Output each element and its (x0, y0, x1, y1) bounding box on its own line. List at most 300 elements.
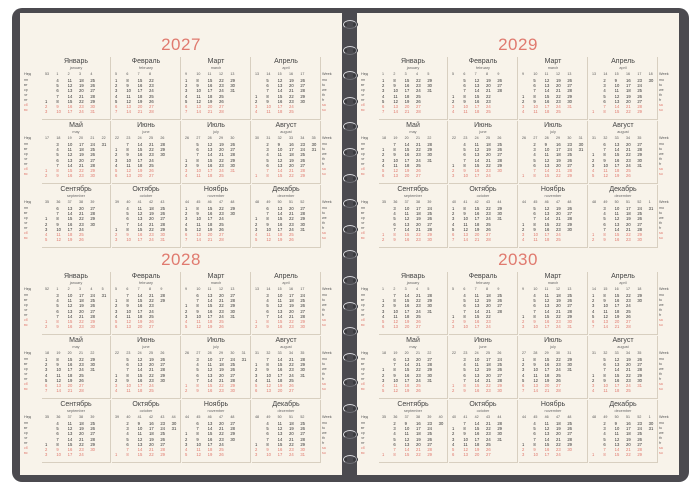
week-number: 36 (56, 200, 61, 204)
right-page (357, 13, 679, 475)
day-cell: 4 (603, 211, 606, 217)
year-grid (24, 272, 338, 464)
day-cell: 7 (126, 293, 129, 298)
day-cell: 14 (277, 168, 283, 173)
day-cell: 24 (637, 83, 642, 89)
day-cell: 4 (45, 232, 48, 237)
day-cell: 21 (556, 308, 561, 314)
day-cell: 7 (266, 211, 269, 217)
day-cell: 19 (556, 298, 561, 304)
day-cell: 10 (126, 157, 131, 163)
day-cell: 8 (196, 206, 199, 211)
day-cell: 5 (115, 168, 118, 173)
day-cell: 30 (230, 162, 235, 168)
day-cell: 14 (207, 152, 213, 158)
day-cell: 20 (614, 319, 620, 324)
day-cell: 1 (255, 319, 258, 324)
day-cell: 6 (603, 98, 606, 104)
day-cell: 18 (67, 372, 73, 378)
day-cell: 21 (416, 362, 421, 368)
weekday-label-en: we (659, 367, 664, 371)
week-number: 42 (149, 415, 153, 419)
day-cell: 7 (185, 237, 188, 243)
week-number: 15 (277, 72, 282, 76)
day-cell: 7 (126, 142, 129, 147)
day-cell: 30 (648, 421, 654, 426)
day-cell: 28 (90, 93, 95, 99)
day-cell: 1 (382, 147, 385, 153)
day-cell: 5 (393, 436, 396, 442)
day-cell: 30 (311, 142, 317, 147)
day-cell: 15 (277, 319, 283, 324)
day-cell: 2 (255, 447, 258, 452)
day-cell: 22 (486, 383, 491, 388)
day-cell: 20 (556, 211, 561, 217)
day-cell: 10 (56, 452, 61, 458)
day-cell: 3 (522, 452, 525, 458)
week-number: 26 (522, 136, 526, 140)
day-cell: 23 (79, 324, 84, 330)
day-cell: 23 (626, 298, 631, 304)
weekday-label-ru: вс (361, 387, 365, 391)
day-cell: 12 (67, 426, 73, 432)
day-cell: 20 (149, 441, 154, 447)
day-cell: 1 (382, 78, 385, 83)
day-cell: 6 (45, 383, 48, 388)
day-cell: 21 (416, 447, 421, 452)
day-cell: 1 (45, 98, 48, 104)
week-number: 1 (56, 72, 59, 76)
day-cell: 13 (474, 372, 480, 378)
day-cell: 16 (544, 362, 550, 368)
day-cell: 7 (463, 157, 466, 163)
week-number: 46 (544, 200, 549, 204)
year-block-2027 (20, 33, 342, 251)
day-cell: 16 (416, 421, 421, 426)
day-cell: 29 (160, 372, 165, 378)
week-numbers (182, 200, 250, 205)
week-number: 6 (126, 287, 129, 291)
week-number: 2 (67, 72, 70, 76)
month-february (112, 57, 181, 120)
day-cell: 22 (626, 452, 631, 458)
week-number: 3 (79, 287, 81, 291)
day-cell: 17 (67, 452, 73, 458)
week-number: 49 (266, 200, 271, 204)
weekday-label-ru: сб (361, 167, 365, 171)
day-cell: 20 (626, 221, 631, 227)
week-number: 5 (427, 287, 430, 291)
day-cell: 25 (289, 232, 294, 237)
day-cell: 25 (567, 293, 572, 298)
day-cell: 3 (115, 383, 118, 388)
day-cell: 7 (185, 109, 188, 115)
day-cell: 7 (56, 436, 59, 442)
day-cell: 5 (603, 93, 606, 99)
weekday-label-en: tu (322, 211, 325, 215)
week-header-en: Week (322, 200, 332, 204)
day-cell: 21 (544, 388, 550, 394)
day-cell: 14 (137, 221, 143, 227)
day-cell: 14 (137, 293, 143, 298)
day-cell: 30 (160, 377, 165, 383)
weekday-label-en: mo (322, 357, 327, 361)
day-cell: 14 (603, 324, 608, 330)
day-cell: 25 (300, 421, 305, 426)
day-cell: 31 (567, 104, 572, 109)
week-numbers (449, 136, 517, 141)
day-cell: 6 (56, 308, 59, 314)
day-cell: 13 (393, 104, 398, 109)
day-cell: 24 (626, 303, 631, 309)
day-cell: 2 (452, 319, 455, 324)
day-cell: 5 (56, 83, 59, 89)
day-cell: 21 (474, 237, 480, 243)
week-numbers (449, 415, 517, 420)
day-cell: 11 (614, 211, 620, 217)
week-number: 13 (230, 72, 235, 76)
day-cell: 2 (266, 142, 269, 147)
day-cell: 30 (160, 232, 165, 237)
day-cell: 17 (614, 162, 620, 168)
week-number: 22 (427, 136, 432, 140)
week-number: 7 (474, 72, 477, 76)
day-cell: 16 (544, 319, 550, 324)
weekday-label-ru: вт (361, 426, 365, 430)
day-cell: 1 (185, 78, 188, 83)
day-cell: 13 (544, 83, 550, 89)
day-cell: 14 (277, 88, 283, 94)
weekday-label-ru: ср (361, 431, 365, 435)
day-cell: 27 (486, 452, 491, 458)
weekday-label-ru: вс (361, 172, 365, 176)
day-cell: 30 (230, 211, 235, 217)
day-cell: 19 (544, 377, 550, 383)
weekday-label-ru: пт (361, 226, 365, 230)
day-cell: 4 (463, 362, 466, 368)
day-cell: 15 (137, 226, 143, 232)
day-grid (519, 142, 587, 180)
day-cell: 24 (289, 372, 294, 378)
day-cell: 29 (230, 78, 235, 83)
day-cell: 13 (67, 308, 73, 314)
day-cell: 22 (149, 226, 154, 232)
day-cell: 29 (427, 147, 432, 153)
day-cell: 9 (463, 211, 466, 217)
day-cell: 29 (567, 173, 572, 179)
weekday-label-ru: пт (24, 98, 28, 102)
day-cell: 29 (230, 431, 235, 437)
day-cell: 1 (592, 109, 595, 115)
day-cell: 11 (603, 308, 608, 314)
week-number: 25 (149, 351, 153, 355)
week-number: 5 (115, 72, 117, 76)
day-cell: 4 (533, 293, 536, 298)
day-cell: 2 (592, 298, 595, 304)
day-cell: 19 (289, 303, 294, 309)
day-cell: 4 (56, 421, 59, 426)
month-name-ru: Апрель (611, 273, 635, 280)
day-cell: 17 (416, 206, 421, 211)
day-cell: 23 (219, 211, 224, 217)
day-cell: 16 (207, 162, 213, 168)
day-cell: 23 (416, 83, 421, 89)
weekday-label-ru: сб (24, 231, 28, 235)
day-cell: 5 (45, 237, 48, 243)
day-cell: 26 (160, 211, 165, 217)
day-cell: 27 (230, 147, 235, 153)
day-cell: 9 (603, 157, 606, 163)
week-number: 51 (626, 200, 630, 204)
day-cell: 13 (196, 104, 201, 109)
weekday-label-ru: вс (361, 451, 365, 455)
day-cell: 7 (452, 237, 455, 243)
day-cell: 11 (474, 142, 480, 147)
day-cell: 21 (289, 211, 294, 217)
day-cell: 19 (67, 237, 73, 243)
day-cell: 15 (137, 147, 143, 153)
day-cell: 3 (603, 83, 606, 89)
day-cell: 28 (230, 426, 235, 432)
day-cell: 2 (452, 168, 455, 173)
day-cell: 11 (544, 421, 550, 426)
week-number: 50 (614, 415, 619, 419)
week-number: 13 (255, 287, 259, 291)
month-name-en: july (213, 130, 219, 134)
day-cell: 28 (219, 237, 224, 243)
week-number: 41 (463, 415, 468, 419)
day-cell: 26 (149, 319, 154, 324)
day-cell: 25 (416, 313, 421, 319)
day-cell: 6 (255, 388, 258, 394)
day-cell: 21 (486, 308, 491, 314)
day-cell: 8 (603, 372, 606, 378)
week-number: 20 (67, 351, 72, 355)
day-cell: 17 (614, 303, 620, 309)
day-cell: 6 (115, 173, 118, 179)
day-cell: 2 (185, 83, 188, 89)
day-cell: 13 (126, 324, 131, 330)
day-cell: 6 (266, 206, 269, 211)
day-cell: 24 (289, 452, 294, 458)
weekday-label-en: fr (659, 162, 662, 166)
day-cell: 11 (196, 173, 201, 179)
day-cell: 18 (486, 362, 491, 368)
day-cell: 4 (56, 78, 59, 83)
month-may (379, 121, 448, 184)
week-number: 10 (533, 72, 538, 76)
day-cell: 29 (427, 298, 432, 304)
day-cell: 18 (207, 319, 213, 324)
week-numbers (182, 136, 250, 141)
day-cell: 26 (90, 303, 95, 309)
day-cell: 7 (592, 324, 595, 330)
week-header-ru: Нед (361, 136, 368, 140)
week-number: 47 (556, 200, 560, 204)
day-cell: 24 (219, 168, 224, 173)
week-numbers (449, 200, 517, 205)
month-name-en: march (210, 66, 222, 70)
day-cell: 6 (603, 441, 606, 447)
day-cell: 10 (404, 206, 410, 211)
day-cell: 30 (90, 221, 95, 227)
day-cell: 27 (497, 372, 502, 378)
day-cell: 1 (255, 173, 258, 179)
day-cell: 24 (160, 426, 165, 432)
day-cell: 9 (463, 319, 466, 324)
day-cell: 6 (56, 88, 59, 94)
day-cell: 26 (300, 157, 305, 163)
week-numbers (379, 415, 447, 420)
day-cell: 28 (149, 109, 154, 115)
spiral-ring (343, 353, 357, 363)
day-cell: 5 (452, 447, 455, 452)
day-cell: 4 (382, 162, 385, 168)
day-cell: 6 (603, 362, 606, 368)
day-cell: 4 (382, 383, 385, 388)
day-cell: 27 (160, 216, 165, 222)
day-cell: 3 (382, 157, 385, 163)
week-number: 10 (533, 287, 538, 291)
day-cell: 22 (289, 216, 294, 222)
day-cell: 26 (427, 216, 432, 222)
day-cell: 7 (266, 436, 269, 442)
week-number: 26 (185, 351, 189, 355)
day-cell: 10 (56, 109, 61, 115)
day-cell: 26 (486, 226, 491, 232)
day-cell: 7 (393, 293, 396, 298)
week-number: 30 (230, 351, 235, 355)
weekday-label-en: tu (659, 147, 662, 151)
month-name-en: september (404, 194, 422, 198)
day-cell: 17 (67, 226, 73, 232)
spiral-ring (343, 327, 357, 337)
week-number: 45 (533, 200, 538, 204)
day-cell: 28 (556, 388, 561, 394)
day-cell: 3 (592, 383, 595, 388)
month-name-en: april (619, 281, 627, 285)
day-cell: 5 (533, 298, 536, 304)
day-cell: 14 (614, 367, 620, 373)
month-name-en: november (207, 409, 225, 413)
day-cell: 31 (567, 367, 572, 373)
day-cell: 15 (614, 372, 620, 378)
weekday-label-en: su (659, 323, 663, 327)
day-cell: 1 (185, 431, 188, 437)
day-cell: 17 (207, 88, 213, 94)
week-number: 3 (404, 72, 407, 76)
day-cell: 6 (522, 383, 525, 388)
day-cell: 18 (137, 162, 143, 168)
month-january (42, 272, 111, 335)
week-number: 34 (289, 351, 293, 355)
day-cell: 6 (196, 421, 199, 426)
week-number: 35 (382, 200, 386, 204)
day-cell: 3 (255, 226, 258, 232)
day-cell: 28 (230, 377, 235, 383)
day-cell: 22 (556, 441, 561, 447)
day-cell: 19 (149, 436, 154, 442)
day-cell: 4 (45, 372, 48, 378)
day-cell: 21 (626, 147, 631, 153)
day-cell: 29 (427, 78, 432, 83)
month-april (252, 57, 321, 120)
weekday-label-ru: сб (361, 382, 365, 386)
day-cell: 11 (266, 232, 271, 237)
week-number: 51 (626, 415, 630, 419)
day-cell: 24 (219, 216, 224, 222)
day-cell: 29 (637, 152, 642, 158)
day-cell: 20 (626, 441, 631, 447)
week-number: 43 (486, 415, 490, 419)
weekday-label-ru: вт (361, 362, 365, 366)
day-cell: 8 (56, 216, 59, 222)
week-number: 19 (67, 136, 72, 140)
month-name-ru: Июнь (474, 122, 492, 129)
day-cell: 23 (149, 377, 154, 383)
day-cell: 19 (79, 303, 84, 309)
day-cell: 11 (533, 237, 538, 243)
day-grid (589, 357, 657, 395)
week-number: 28 (207, 136, 212, 140)
day-cell: 24 (556, 232, 561, 237)
day-cell: 9 (393, 152, 396, 158)
weekday-label-ru: чт (361, 372, 365, 376)
day-cell: 1 (45, 168, 48, 173)
day-cell: 16 (614, 157, 620, 163)
day-cell: 7 (196, 152, 199, 158)
day-cell: 6 (126, 216, 129, 222)
day-cell: 9 (533, 362, 536, 368)
day-cell: 22 (289, 362, 294, 368)
day-cell: 28 (427, 447, 432, 452)
day-cell: 20 (67, 383, 73, 388)
day-cell: 2 (185, 436, 188, 442)
month-name-ru: Апрель (274, 58, 298, 65)
day-cell: 23 (79, 173, 84, 179)
month-february (112, 272, 181, 335)
day-cell: 11 (393, 313, 398, 319)
day-cell: 21 (416, 226, 421, 232)
month-name-en: october (476, 409, 490, 413)
month-name-ru: Август (275, 337, 297, 344)
day-cell: 27 (497, 303, 502, 309)
day-cell: 5 (266, 303, 269, 309)
month-august (252, 336, 321, 399)
day-cell: 28 (300, 168, 305, 173)
day-cell: 7 (463, 88, 466, 94)
week-number: 25 (486, 351, 490, 355)
week-number: 1 (382, 72, 384, 76)
week-number: 21 (90, 136, 95, 140)
day-cell: 2 (255, 221, 258, 227)
month-name-en: june (479, 345, 487, 349)
day-cell: 10 (463, 324, 468, 330)
month-april (252, 272, 321, 335)
day-cell: 6 (266, 162, 269, 168)
day-cell: 19 (486, 367, 491, 373)
weekday-label-ru: пн (24, 78, 28, 82)
week-number: 32 (277, 136, 282, 140)
day-cell: 21 (404, 109, 410, 115)
day-cell: 16 (614, 377, 620, 383)
year-grid (361, 57, 675, 249)
week-numbers (589, 200, 657, 205)
week-number: 37 (67, 415, 72, 419)
day-cell: 1 (115, 372, 118, 378)
year-block-2030 (357, 248, 679, 466)
day-cell: 11 (67, 147, 73, 153)
